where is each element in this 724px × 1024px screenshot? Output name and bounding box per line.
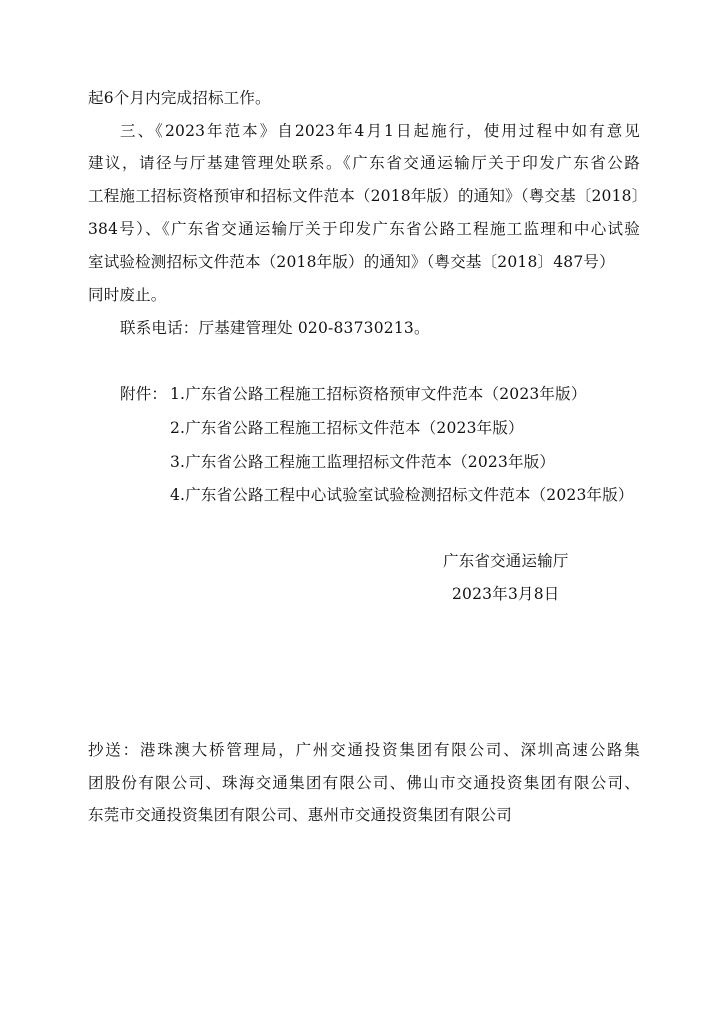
- body-line-3: 建议，请径与厅基建管理处联系。《广东省交通运输厅关于印发广东省公路: [88, 154, 640, 172]
- cc-line-3: 东莞市交通投资集团有限公司、惠州市交通投资集团有限公司: [88, 806, 512, 824]
- attachment-item-4: 4.广东省公路工程中心试验室试验检测招标文件范本（2023年版）: [170, 486, 634, 504]
- contact-line: 联系电话：厅基建管理处 020-83730213。: [120, 319, 430, 337]
- body-line-1: 起6个月内完成招标工作。: [88, 89, 271, 107]
- body-line-5: 384号）、《广东省交通运输厅关于印发广东省公路工程施工监理和中心试验: [88, 220, 640, 238]
- signature-organization: 广东省交通运输厅: [443, 552, 569, 570]
- cc-line-2: 团股份有限公司、珠海交通集团有限公司、佛山市交通投资集团有限公司、: [88, 774, 640, 792]
- attachment-item-1: 1.广东省公路工程施工招标资格预审文件范本（2023年版）: [170, 385, 587, 403]
- attachments-label: 附件：: [120, 385, 168, 403]
- attachment-item-2: 2.广东省公路工程施工招标文件范本（2023年版）: [170, 419, 524, 437]
- body-line-6: 室试验检测招标文件范本（2018年版）的通知》（粤交基〔2018〕487号）: [88, 253, 615, 271]
- body-line-2: 三、《2023年范本》自2023年4月1日起施行，使用过程中如有意见: [120, 122, 640, 140]
- body-line-4: 工程施工招标资格预审和招标文件范本（2018年版）的通知》（粤交基〔2018〕: [88, 187, 648, 205]
- cc-line-1: 抄送：港珠澳大桥管理局，广州交通投资集团有限公司、深圳高速公路集: [88, 741, 640, 759]
- signature-date: 2023年3月8日: [452, 585, 560, 603]
- body-line-7: 同时废止。: [88, 286, 167, 304]
- attachment-item-3: 3.广东省公路工程施工监理招标文件范本（2023年版）: [170, 453, 556, 471]
